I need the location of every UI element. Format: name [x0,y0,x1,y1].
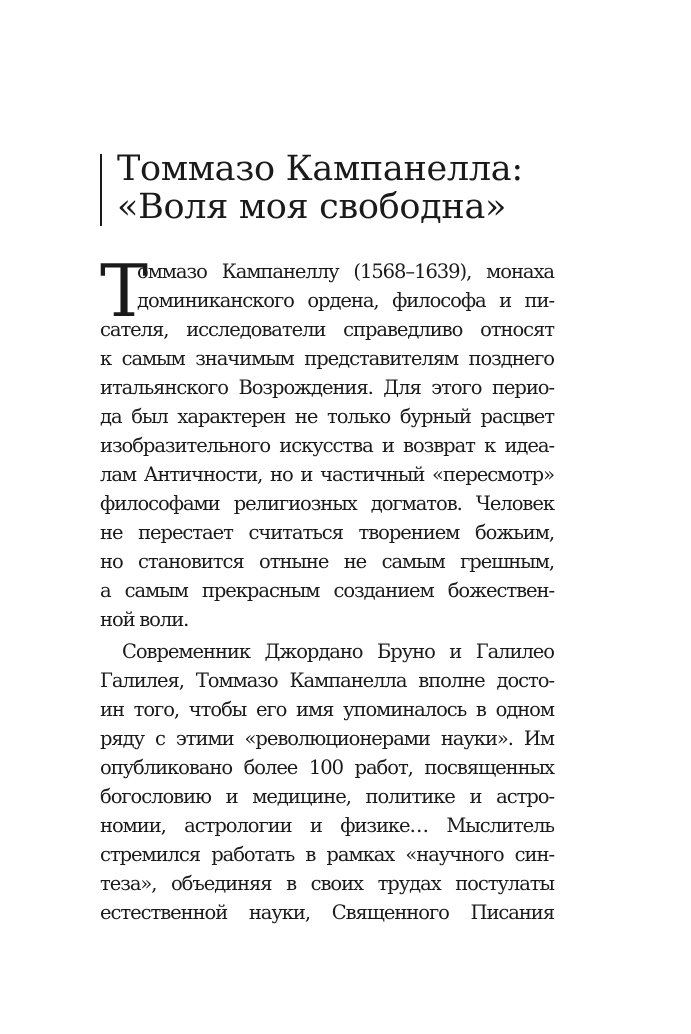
text-line: не перестает считаться творением божьим, [100,521,554,544]
text-line: да был характерен не только бурный расцвет [100,405,554,428]
text-line: оммазо Кампанеллу (1568–1639), монаха [137,260,554,283]
text-line: теза», объединяя в своих трудах постулаты [100,872,554,895]
text-line: стремился работать в рамках «научного син- [100,843,554,866]
text-line: опубликовано более 100 работ, посвященных [100,756,554,779]
text-line: но становится отныне не самым грешным, [100,550,554,573]
text-line: изобразительного искусства и возврат к идеа- [100,434,554,457]
text-line: итальянского Возрождения. Для этого перио- [100,376,554,399]
chapter-title-line-1: Томмазо Кампанелла: [117,149,523,189]
text-line: Современник Джордано Бруно и Галилео [122,640,554,663]
heading-vertical-rule [100,154,102,226]
text-line: ряду с этими «революционерами науки». Им [100,727,554,750]
text-line: лам Античности, но и частичный «пересмотр» [100,463,554,486]
text-line: номии, астрологии и физике… Мыслитель [100,814,554,837]
text-line: ной воли. [100,608,189,631]
chapter-title-line-2: «Воля моя свободна» [117,187,507,227]
text-line: философами религиозных догматов. Человек [100,492,554,515]
text-line: Галилея, Томмазо Кампанелла вполне досто- [100,669,554,692]
chapter-heading [100,150,580,230]
text-line: к самым значимым представителям позднего [100,347,554,370]
text-line: сателя, исследователи справедливо относят [100,318,554,341]
text-line: ин того, чтобы его имя упоминалось в одном [100,698,554,721]
text-line: богословию и медицине, политике и астро- [100,785,554,808]
text-line: а самым прекрасным созданием божествен- [100,579,554,602]
body-text [100,249,554,977]
text-line: доминиканского ордена, философа и пи- [137,289,554,312]
text-line: естественной науки, Священного Писания [100,901,554,924]
drop-cap: Т [100,249,149,333]
